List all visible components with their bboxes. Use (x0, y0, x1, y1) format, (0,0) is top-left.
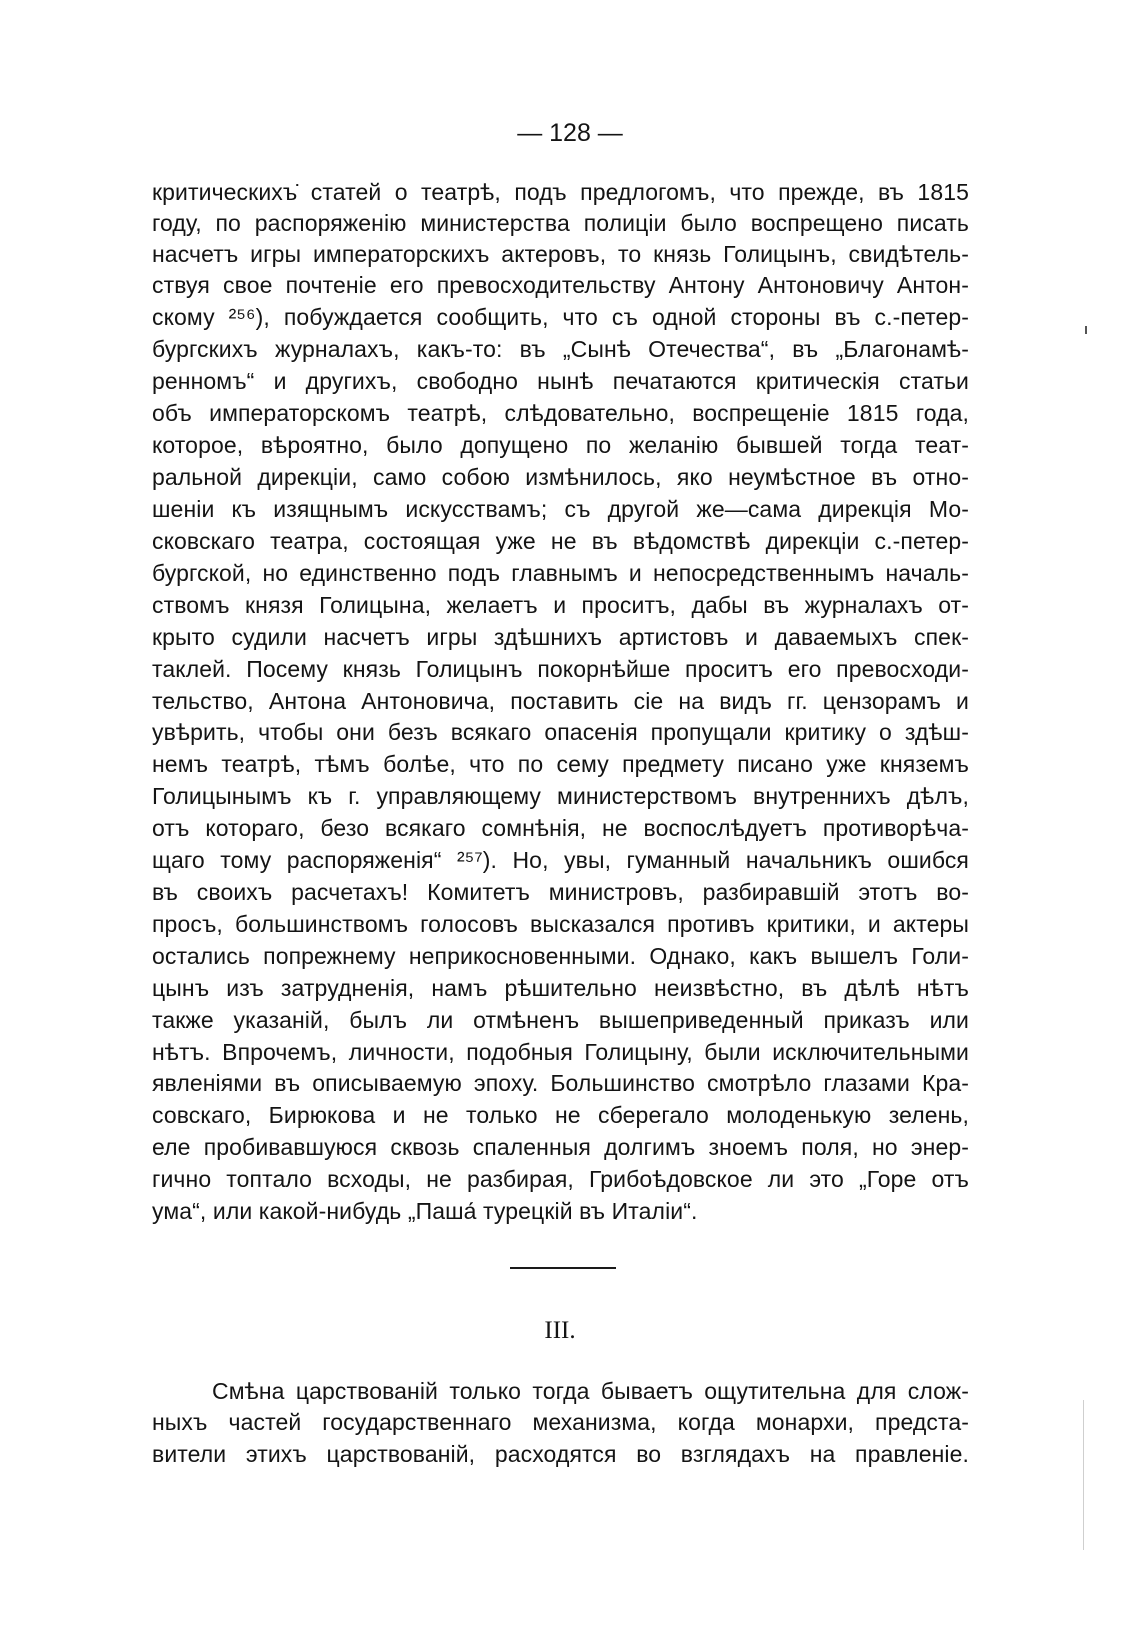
text-line: въ своихъ расчетахъ! Комитетъ министровъ, разбиравшій этотъ во- (152, 879, 969, 905)
text-line: которое, вѣроятно, было допущено по желанію бывшей тогда теат- (152, 432, 969, 458)
text-line: цынъ изъ затрудненія, намъ рѣшительно неизвѣстно, въ дѣлѣ нѣтъ (152, 975, 969, 1001)
section-heading: III. (544, 1317, 576, 1344)
text-line: просъ, большинствомъ голосовъ высказался противъ критики, и актеры (152, 911, 969, 937)
text-line: вители этихъ царствованій, расходятся во взглядахъ на правленіе. (152, 1441, 969, 1467)
text-line: еле пробивавшуюся сквозь спаленныя долгимъ зноемъ поля, но энер- (152, 1134, 969, 1160)
text-line: скому ²⁵⁶), побуждается сообщить, что съ одной стороны въ с.-петер- (152, 304, 969, 330)
text-line: отъ котораго, безо всякаго сомнѣнія, не воспослѣдуетъ противорѣча- (152, 815, 969, 841)
text-line: таклей. Посему князь Голицынъ покорнѣйше проситъ его превосходи- (152, 656, 969, 682)
text-line: ральной дирекціи, само собою измѣнилось, яко неумѣстное въ отно- (152, 464, 969, 490)
text-line: бургской, но единственно подъ главнымъ и непосредственнымъ началь- (152, 560, 969, 586)
text-line: ума“, или какой-нибудь „Паша́ турецкій въ Италіи“. (152, 1198, 698, 1224)
text-line: крыто судили насчетъ игры здѣшнихъ артистовъ и даваемыхъ спек- (152, 624, 969, 650)
text-line: объ императорскомъ театрѣ, слѣдовательно, воспрещеніе 1815 года, (152, 400, 969, 426)
text-line: явленіями въ описываемую эпоху. Большинство смотрѣло глазами Кра- (152, 1070, 969, 1096)
scan-speck (1085, 326, 1087, 334)
text-line: гично топтало всходы, не разбирая, Грибоѣдовское ли это „Горе отъ (152, 1166, 969, 1192)
text-line: остались попрежнему неприкосновенными. Однако, какъ вышелъ Голи- (152, 943, 969, 969)
text-line: тельство, Антона Антоновича, поставить сіе на видъ гг. цензорамъ и (152, 688, 969, 714)
text-line: немъ театрѣ, тѣмъ болѣе, что по сему предмету писано уже княземъ (152, 751, 969, 777)
text-line: ренномъ“ и другихъ, свободно нынѣ печатаются критическія статьи (152, 368, 969, 394)
text-line: насчетъ игры императорскихъ актеровъ, то князь Голицынъ, свидѣтель- (152, 241, 969, 267)
text-line: также указаній, былъ ли отмѣненъ вышеприведенный приказъ или (152, 1007, 969, 1033)
text-line: году, по распоряженію министерства полиціи было воспрещено писать (152, 210, 969, 236)
text-line: Смѣна царствованій только тогда бываетъ ощутительна для слож- (212, 1378, 969, 1404)
text-line: бургскихъ журналахъ, какъ-то: въ „Сынѣ Отечества“, въ „Благонамѣ- (152, 336, 969, 362)
page-number: — 128 — (517, 119, 623, 147)
text-line: сковскаго театра, состоящая уже не въ вѣдомствѣ дирекціи с.-петер- (152, 528, 969, 554)
text-line: совскаго, Бирюкова и не только не сберегало молоденькую зелень, (152, 1102, 969, 1128)
text-line: критическихъ̇ статей о театрѣ, подъ предлогомъ, что прежде, въ 1815 (152, 179, 969, 205)
text-line: ныхъ частей государственнаго механизма, когда монархи, предста- (152, 1409, 969, 1435)
text-line: ствуя свое почтеніе его превосходительству Антону Антоновичу Антон- (152, 272, 969, 298)
text-line: увѣрить, чтобы они безъ всякаго опасенія пропущали критику о здѣш- (152, 719, 969, 745)
text-line: Голицынымъ къ г. управляющему министерствомъ внутреннихъ дѣлъ, (152, 783, 969, 809)
text-line: шеніи къ изящнымъ искусствамъ; съ другой же—сама дирекція Мо- (152, 496, 969, 522)
text-line: нѣтъ. Впрочемъ, личности, подобныя Голицыну, были исключительными (152, 1039, 969, 1065)
section-divider (510, 1267, 616, 1269)
text-line: ствомъ князя Голицына, желаетъ и проситъ, дабы въ журналахъ от- (152, 592, 969, 618)
scan-edge-line (1083, 1400, 1084, 1550)
text-line: щаго тому распоряженія“ ²⁵⁷). Но, увы, гуманный начальникъ ошибся (152, 847, 969, 873)
